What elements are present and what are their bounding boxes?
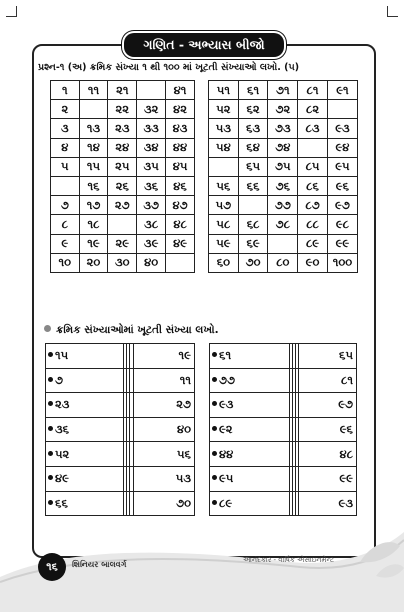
page-title: ગણિત - અભ્યાસ બીજો (124, 33, 284, 57)
bullet-icon (48, 500, 53, 505)
sequence-end-number: ૫૩ (133, 466, 194, 491)
sequence-row (46, 393, 195, 418)
sequence-row (210, 417, 357, 442)
grid-cell: ૭ (51, 196, 80, 215)
grid-cell: ૩૬ (137, 176, 166, 195)
grid-cell: ૬૩ (238, 119, 268, 138)
sequence-start-number: ૬૬ (55, 495, 68, 510)
grid-cell-blank (298, 138, 328, 157)
grid-cell: ૬૮ (238, 215, 268, 234)
grid-cell: ૨૧ (108, 81, 137, 100)
grid-cell-blank (166, 253, 195, 272)
grid-cell: ૯૩ (327, 119, 357, 138)
grid-cell: ૧૬ (79, 176, 108, 195)
grid-cell: ૩૮ (137, 215, 166, 234)
grid-cell: ૯૦ (298, 253, 328, 272)
sequence-row (210, 442, 357, 467)
sequence-start-cell (46, 368, 124, 393)
grid-row (209, 138, 358, 157)
sequence-start-number: ૪૯ (55, 471, 69, 486)
sequence-end-number: ૬૫ (299, 344, 357, 369)
number-grid-51-to-100 (208, 80, 358, 273)
bullet-icon (212, 451, 217, 456)
grid-cell: ૯ (51, 234, 80, 253)
bullet-icon (48, 401, 53, 406)
footer-book-title: શિનિયર બાલવર્ગ (72, 560, 127, 569)
section-2-text: ક્રમિક સંખ્યાઓમાં ખૂટતી સંખ્યા લખો. (56, 324, 219, 336)
sequence-start-number: ૯૫ (219, 471, 234, 486)
bullet-icon (212, 377, 217, 382)
grid-cell: ૫૧ (209, 81, 239, 100)
sequence-end-number: ૨૭ (133, 393, 194, 418)
grid-cell: ૨૨ (108, 100, 137, 119)
grid-row (209, 196, 358, 215)
grid-cell: ૪૪ (166, 138, 195, 157)
grid-cell: ૧૦૦ (327, 253, 357, 272)
grid-row (209, 253, 358, 272)
grid-cell: ૩ (51, 119, 80, 138)
grid-cell: ૨૭ (108, 196, 137, 215)
grid-row (51, 196, 195, 215)
grid-cell: ૭૪ (268, 138, 298, 157)
sequence-row (210, 466, 357, 491)
sequence-row (46, 368, 195, 393)
section-2-instruction (44, 324, 219, 337)
grid-cell: ૭૬ (268, 176, 298, 195)
sequence-start-number: ૬૧ (219, 348, 232, 363)
grid-cell: ૬૯ (238, 234, 268, 253)
sequence-start-cell (46, 442, 124, 467)
sequence-start-number: ૭ (55, 372, 63, 387)
sequence-row (210, 393, 357, 418)
grid-cell: ૯૫ (327, 157, 357, 176)
sequence-start-cell (210, 491, 290, 516)
grid-cell: ૧૯ (79, 234, 108, 253)
grid-cell: ૨૦ (79, 253, 108, 272)
grid-row (51, 253, 195, 272)
grid-cell: ૩૩ (137, 119, 166, 138)
sequence-end-number: ૮૧ (299, 368, 357, 393)
sequence-start-cell (46, 417, 124, 442)
grid-row (51, 100, 195, 119)
sequence-end-number: ૪૮ (299, 442, 357, 467)
grid-cell: ૬૪ (238, 138, 268, 157)
grid-cell: ૮૭ (298, 196, 328, 215)
sequence-start-number: ૪૪ (219, 446, 234, 461)
missing-numbers-right (209, 343, 357, 516)
grid-row (51, 215, 195, 234)
grid-cell-blank (268, 234, 298, 253)
grid-cell: ૭૦ (238, 253, 268, 272)
sequence-end-number: ૧૯ (133, 344, 194, 369)
grid-cell: ૨૩ (108, 119, 137, 138)
sequence-start-number: ૮૯ (219, 495, 233, 510)
sequence-end-number: ૪૦ (133, 417, 194, 442)
sequence-start-cell (210, 466, 290, 491)
grid-cell: ૪૨ (166, 100, 195, 119)
grid-cell: ૪૧ (166, 81, 195, 100)
grid-cell: ૧૩ (79, 119, 108, 138)
grid-cell: ૪૯ (166, 234, 195, 253)
grid-cell: ૮૮ (298, 215, 328, 234)
bullet-icon (212, 352, 217, 357)
grid-row (209, 234, 358, 253)
grid-cell: ૯૧ (327, 81, 357, 100)
grid-cell: ૬૧ (238, 81, 268, 100)
grid-cell: ૨૯ (108, 234, 137, 253)
grid-cell-blank (108, 215, 137, 234)
grid-cell: ૯૯ (327, 234, 357, 253)
sequence-end-number: ૯૭ (299, 393, 357, 418)
grid-cell: ૮૫ (298, 157, 328, 176)
question-1-instruction: પ્રશ્ન-૧ (અ) ક્રમિક સંખ્યા ૧ થી ૧૦૦ માં ખૂટતી સંખ્યાઓ લખો. (૫) (38, 62, 300, 73)
crop-mark-top-right (387, 6, 398, 17)
sequence-start-number: ૩૬ (55, 422, 70, 437)
grid-cell: ૧૪ (79, 138, 108, 157)
sequence-row (210, 491, 357, 516)
grid-row (209, 176, 358, 195)
bullet-icon (48, 451, 53, 456)
bullet-icon (48, 426, 53, 431)
bullet-icon (48, 377, 53, 382)
grid-cell: ૪૦ (137, 253, 166, 272)
grid-cell: ૩૯ (137, 234, 166, 253)
grid-cell: ૯૬ (327, 176, 357, 195)
page-number-badge: ૧૬ (38, 553, 66, 581)
grid-cell: ૫૯ (209, 234, 239, 253)
grid-cell-blank (327, 100, 357, 119)
bullet-icon (44, 325, 51, 332)
grid-row (209, 100, 358, 119)
sequence-start-number: ૯૨ (219, 422, 233, 437)
grid-row (51, 81, 195, 100)
sequence-row (210, 368, 357, 393)
sequence-start-number: ૫૨ (55, 446, 70, 461)
grid-cell: ૭૨ (268, 100, 298, 119)
grid-cell: ૩૭ (137, 196, 166, 215)
sequence-end-number: ૯૩ (299, 491, 357, 516)
grid-cell: ૧૭ (79, 196, 108, 215)
sequence-start-number: ૨૩ (55, 397, 70, 412)
grid-cell: ૫ (51, 157, 80, 176)
footer-publisher: આનંદકાર - વાર્ષિક એસાઇનમેન્ટ (243, 556, 335, 564)
bullet-icon (48, 352, 53, 357)
number-grid-1-to-50 (50, 80, 195, 273)
sequence-end-number: ૯૯ (299, 466, 357, 491)
grid-cell: ૫૨ (209, 100, 239, 119)
grid-cell: ૭૮ (268, 215, 298, 234)
grid-cell: ૫૮ (209, 215, 239, 234)
grid-cell-blank (137, 81, 166, 100)
sequence-row (46, 466, 195, 491)
sequence-end-number: ૫૬ (133, 442, 194, 467)
sequence-start-number: ૯૩ (219, 397, 234, 412)
sequence-row (46, 491, 195, 516)
grid-cell: ૬૨ (238, 100, 268, 119)
grid-cell-blank (209, 157, 239, 176)
grid-cell: ૨૬ (108, 176, 137, 195)
grid-cell: ૨ (51, 100, 80, 119)
sequence-start-cell (210, 368, 290, 393)
sequence-start-cell (46, 344, 124, 369)
grid-cell: ૧૫ (79, 157, 108, 176)
grid-cell: ૮૯ (298, 234, 328, 253)
grid-cell: ૪ (51, 138, 80, 157)
grid-cell: ૭૭ (268, 196, 298, 215)
sequence-start-cell (210, 417, 290, 442)
grid-row (209, 215, 358, 234)
bullet-icon (212, 401, 217, 406)
sequence-row (210, 344, 357, 369)
sequence-end-number: ૭૦ (133, 491, 194, 516)
grid-row (209, 119, 358, 138)
grid-cell: ૮ (51, 215, 80, 234)
crop-mark-top-left (6, 6, 17, 17)
sequence-start-cell (210, 393, 290, 418)
grid-cell-blank (238, 196, 268, 215)
bullet-icon (212, 475, 217, 480)
sequence-end-number: ૯૬ (299, 417, 357, 442)
grid-cell: ૪૫ (166, 157, 195, 176)
grid-cell: ૭૧ (268, 81, 298, 100)
sequence-start-number: ૭૭ (219, 372, 235, 387)
grid-cell: ૯૪ (327, 138, 357, 157)
missing-numbers-left (45, 343, 195, 516)
grid-cell: ૬૦ (209, 253, 239, 272)
bullet-icon (48, 475, 53, 480)
grid-cell: ૭૩ (268, 119, 298, 138)
grid-cell-blank (79, 100, 108, 119)
grid-cell: ૮૧ (298, 81, 328, 100)
grid-cell: ૮૨ (298, 100, 328, 119)
grid-cell: ૨૪ (108, 138, 137, 157)
grid-cell: ૪૭ (166, 196, 195, 215)
grid-cell: ૩૨ (137, 100, 166, 119)
sequence-start-cell (210, 442, 290, 467)
sequence-start-cell (46, 393, 124, 418)
grid-cell: ૩૦ (108, 253, 137, 272)
bullet-icon (212, 500, 217, 505)
grid-cell: ૧૧ (79, 81, 108, 100)
grid-cell: ૯૮ (327, 215, 357, 234)
grid-row (51, 138, 195, 157)
grid-cell: ૬૬ (238, 176, 268, 195)
grid-cell: ૫૩ (209, 119, 239, 138)
grid-cell: ૭૫ (268, 157, 298, 176)
grid-cell: ૨૫ (108, 157, 137, 176)
sequence-row (46, 344, 195, 369)
grid-cell: ૫૬ (209, 176, 239, 195)
grid-cell-blank (51, 176, 80, 195)
grid-row (51, 157, 195, 176)
sequence-start-cell (46, 466, 124, 491)
grid-cell: ૫૪ (209, 138, 239, 157)
grid-row (209, 157, 358, 176)
sequence-start-cell (46, 491, 124, 516)
grid-cell: ૫૭ (209, 196, 239, 215)
grid-cell: ૪૮ (166, 215, 195, 234)
sequence-row (46, 442, 195, 467)
sequence-end-number: ૧૧ (133, 368, 194, 393)
grid-cell: ૮૬ (298, 176, 328, 195)
grid-cell: ૬૫ (238, 157, 268, 176)
grid-cell: ૮૩ (298, 119, 328, 138)
grid-cell: ૩૫ (137, 157, 166, 176)
grid-cell: ૧૮ (79, 215, 108, 234)
sequence-row (46, 417, 195, 442)
bullet-icon (212, 426, 217, 431)
grid-cell: ૮૦ (268, 253, 298, 272)
grid-cell: ૯૭ (327, 196, 357, 215)
grid-cell: ૧૦ (51, 253, 80, 272)
grid-row (209, 81, 358, 100)
grid-cell: ૧ (51, 81, 80, 100)
sequence-start-number: ૧૫ (55, 348, 69, 363)
grid-cell: ૩૪ (137, 138, 166, 157)
grid-row (51, 176, 195, 195)
sequence-start-cell (210, 344, 290, 369)
grid-cell: ૪૬ (166, 176, 195, 195)
grid-row (51, 234, 195, 253)
grid-cell: ૪૩ (166, 119, 195, 138)
grid-row (51, 119, 195, 138)
